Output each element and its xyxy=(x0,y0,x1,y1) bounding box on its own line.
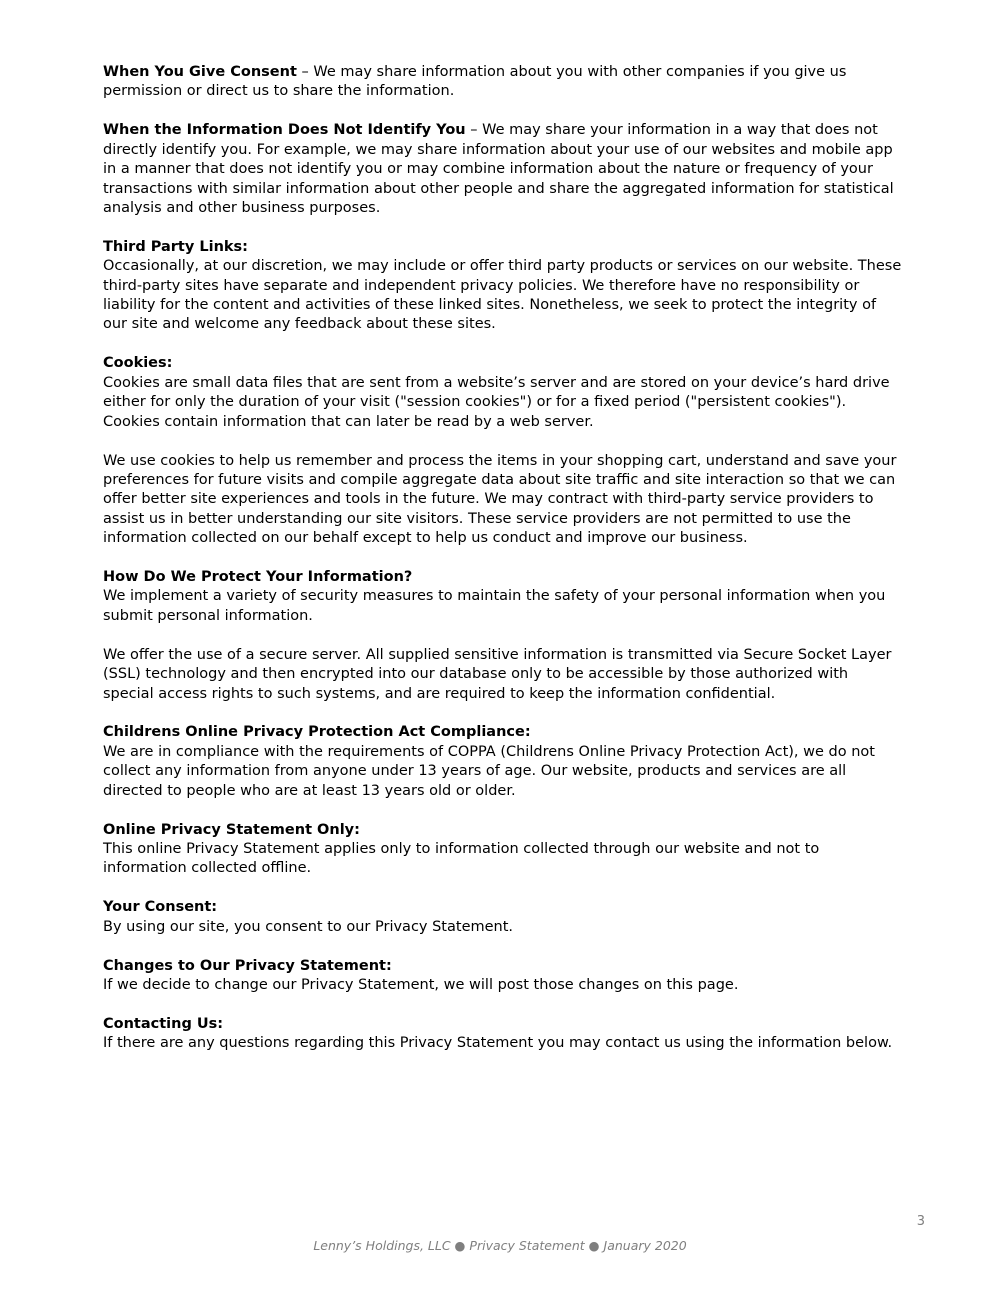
paragraph: We are in compliance with the requirements of COPPA (Childrens Online Privacy Protection Act), we do not collect any information from anyone under 13 years of age. Our website, products and services are all directed to people who are at least 13 years old or older. xyxy=(103,743,875,799)
paragraph: We offer the use of a secure server. All supplied sensitive information is transmitted via Secure Socket Layer (SSL) technology and then encrypted into our database only to be accessible by those authorized with special access rights to such systems, and are required to keep the information confidential. xyxy=(103,646,892,702)
section-heading-coppa-compliance: Childrens Online Privacy Protection Act Compliance: xyxy=(103,724,531,741)
section-heading-contacting-us: Contacting Us: xyxy=(103,1015,224,1032)
section-not-identify xyxy=(103,121,903,218)
document-content xyxy=(103,63,903,1073)
inline-heading-not-identify: When the Information Does Not Identify You xyxy=(103,122,466,139)
section-protect-information xyxy=(103,568,903,704)
paragraph xyxy=(103,63,903,102)
paragraph: We implement a variety of security measures to maintain the safety of your personal information when you submit personal information. xyxy=(103,588,886,624)
section-heading-online-privacy-only: Online Privacy Statement Only: xyxy=(103,821,360,838)
paragraph xyxy=(103,121,903,218)
paragraph: We use cookies to help us remember and process the items in your shopping cart, understand and save your preferences for future visits and compile aggregate data about site traffic and site interaction so that we can offer better site experiences and tools in the future. We may contract with third-party service providers to assist us in better understanding our site visitors. These service providers are not permitted to use the information collected on our behalf except to help us conduct and improve our business. xyxy=(103,452,897,547)
page-footer: Lenny’s Holdings, LLC ● Privacy Statement ● January 2020 xyxy=(313,1238,687,1253)
section-heading-your-consent: Your Consent: xyxy=(103,899,218,916)
section-heading-cookies: Cookies: xyxy=(103,355,173,372)
page-number: 3 xyxy=(916,1214,925,1229)
paragraph: By using our site, you consent to our Privacy Statement. xyxy=(103,918,514,935)
section-changes xyxy=(103,957,903,996)
paragraph-text: – We may share your information in a way that does not directly identify you. For example, we may share information about your use of our websites and mobile app in a manner that does not identify you or may combine information about the nature or frequency of your transactions with similar information about other people and share the aggregated information for statistical analysis and other business purposes. xyxy=(103,122,894,216)
section-heading-changes: Changes to Our Privacy Statement: xyxy=(103,957,392,974)
section-cookies xyxy=(103,354,903,548)
section-coppa-compliance xyxy=(103,723,903,801)
section-heading-third-party-links: Third Party Links: xyxy=(103,238,248,255)
paragraph: If we decide to change our Privacy Statement, we will post those changes on this page. xyxy=(103,977,739,994)
paragraph: If there are any questions regarding this Privacy Statement you may contact us using the information below. xyxy=(103,1035,893,1052)
section-give-consent xyxy=(103,63,903,102)
paragraph: Occasionally, at our discretion, we may include or offer third party products or services on our website. These third-party sites have separate and independent privacy policies. We therefore have no responsibility or liability for the content and activities of these linked sites. Nonetheless, we seek to protect the integrity of our site and welcome any feedback about these sites. xyxy=(103,258,902,333)
section-online-privacy-only xyxy=(103,821,903,879)
inline-heading-give-consent: When You Give Consent xyxy=(103,64,297,80)
paragraph: Cookies are small data files that are sent from a website’s server and are stored on your device’s hard drive either for only the duration of your visit ("session cookies") or for a fixed period ("persistent cookies"). Cookies contain information that can later be read by a web server. xyxy=(103,374,890,430)
section-heading-protect-information: How Do We Protect Your Information? xyxy=(103,569,413,586)
paragraph-text: – We may share information about you with other companies if you give us permission or direct us to share the information. xyxy=(103,64,847,100)
section-third-party-links xyxy=(103,238,903,335)
paragraph: This online Privacy Statement applies only to information collected through our website and not to information collected offline. xyxy=(103,841,820,877)
section-contacting-us xyxy=(103,1015,903,1054)
section-your-consent xyxy=(103,898,903,937)
